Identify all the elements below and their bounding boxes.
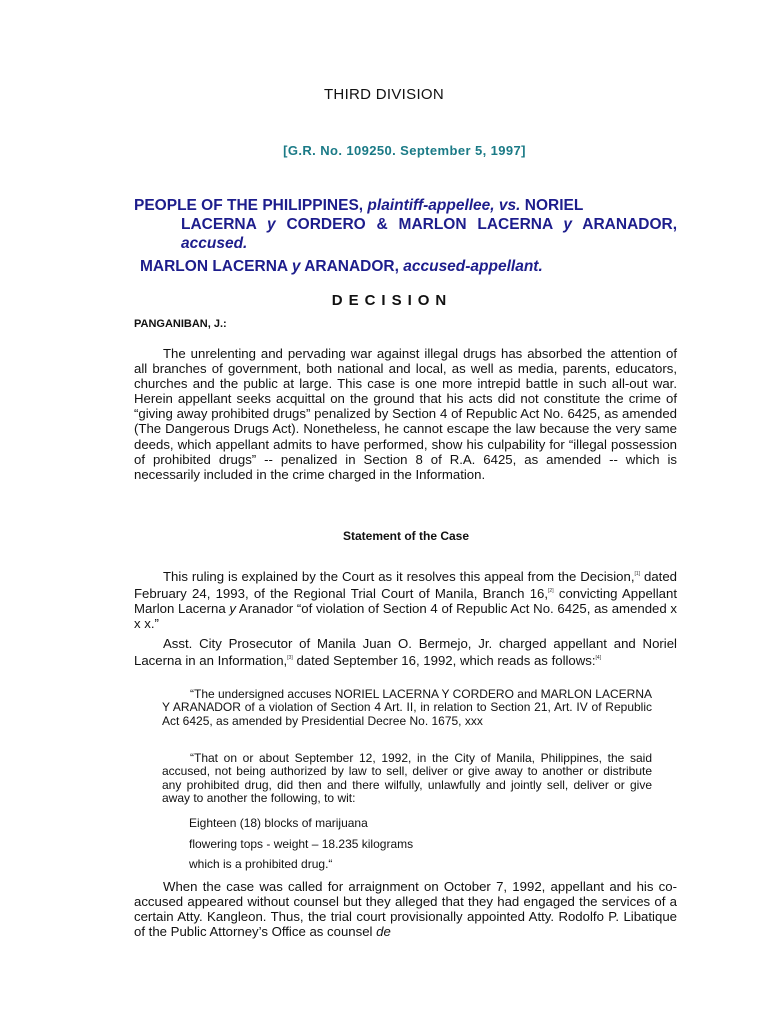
- parties-indented-lines: [134, 215, 677, 253]
- paragraph-text-italic: de: [376, 924, 391, 940]
- appellant-name: ARANADOR,: [304, 258, 399, 275]
- paragraph-text: Aranador “of violation of Section 4 of Republic Act No. 6425, as amended x x x.”: [134, 601, 677, 632]
- paragraph-text: This ruling is explained by the Court as it resolves this appeal from the Decision,: [163, 569, 635, 584]
- accused-y: y: [267, 216, 276, 233]
- paragraph: [134, 879, 677, 939]
- appellant-name: MARLON LACERNA: [140, 258, 288, 275]
- paragraph-text: When the case was called for arraignment on October 7, 1992, appellant and his co-accused appeared without counsel but they alleged that they had engaged the services of a certain Atty. Kangleon. Thus, the trial court provisionally appointed Atty. Rodolfo P. Libatique of the Public Attorney’s Office as counsel: [134, 879, 677, 940]
- paragraph: [134, 567, 677, 631]
- appellant-line: [140, 258, 677, 276]
- paragraph-text: convicting Appellant Marlon Lacerna: [134, 586, 677, 617]
- decision-title: DECISION: [331, 292, 453, 309]
- quote-line: flowering tops - weight – 18.235 kilograms: [189, 837, 414, 851]
- plaintiff-role: plaintiff-appellee, vs.: [367, 197, 521, 214]
- paragraph: The unrelenting and pervading war against illegal drugs has absorbed the attention of all branches of government, both national and local, as well as media, parents, educators, churches and the public at large. This case is one more intrepid battle in such all-out war. Herein appellant seeks acquittal on the ground that his acts did not constitute the crime of “giving away prohibited drugs” penalized by Section 4 of Republic Act No. 6425, as amended (The Dangerous Drugs Act). Nonetheless, he cannot escape the law because the very same deeds, which appellant admits to have performed, show his culpability for “illegal possession of prohibited drugs” -- penalized in Section 8 of R.A. 6425, as amended -- which is necessarily included in the crime charged in the Information.: [134, 346, 677, 482]
- footnote-ref[interactable]: [3]: [287, 655, 293, 662]
- accused-name-part: CORDERO & MARLON LACERNA: [286, 216, 553, 233]
- section-heading: Statement of the Case: [342, 529, 470, 543]
- division-heading: THIRD DIVISION: [323, 86, 445, 103]
- block-quote: “The undersigned accuses NORIEL LACERNA Y CORDERO and MARLON LACERNA Y ARANADOR of a violation of Section 4 Art. II, in relation to Section 21, Art. IV of Republic Act 6425, as amended by Presidential Decree No. 1675, xxx: [162, 687, 652, 728]
- paragraph-text: dated February 24, 1993, of the Regional Trial Court of Manila, Branch 16,: [134, 569, 677, 602]
- accused-name-part: LACERNA: [181, 216, 257, 233]
- accused-name-part: ARANADOR,: [582, 216, 678, 233]
- ponente: PANGANIBAN, J.:: [134, 318, 227, 330]
- appellant-y: y: [291, 258, 301, 275]
- footnote-ref[interactable]: [1]: [634, 571, 641, 577]
- paragraph: [134, 636, 677, 668]
- case-number: [G.R. No. 109250. September 5, 1997]: [283, 143, 526, 158]
- plaintiff-name: PEOPLE OF THE PHILIPPINES,: [134, 197, 364, 214]
- accused-y: y: [563, 216, 573, 233]
- paragraph-text: Asst. City Prosecutor of Manila Juan O. Bermejo, Jr. charged appellant and Noriel Lacerna in an Information,: [134, 636, 677, 669]
- footnote-ref[interactable]: [2]: [548, 588, 554, 595]
- case-parties: [134, 196, 677, 253]
- paragraph-text-italic: y: [229, 601, 236, 617]
- appellant-role: accused-appellant.: [403, 258, 543, 275]
- footnote-ref[interactable]: [4]: [595, 655, 602, 662]
- accused-role: accused.: [181, 235, 248, 252]
- quote-line: which is a prohibited drug.“: [189, 857, 333, 871]
- paragraph-text: dated September 16, 1992, which reads as follows:: [292, 653, 596, 669]
- quote-line: Eighteen (18) blocks of marijuana: [189, 816, 368, 830]
- block-quote: “That on or about September 12, 1992, in the City of Manila, Philippines, the said accused, not being authorized by law to sell, deliver or give away to another or distribute any prohibited drug, did then and there wilfully, unlawfully and jointly sell, deliver or give away to another the following, to wit:: [162, 751, 652, 806]
- accused-name-part: NORIEL: [524, 197, 584, 214]
